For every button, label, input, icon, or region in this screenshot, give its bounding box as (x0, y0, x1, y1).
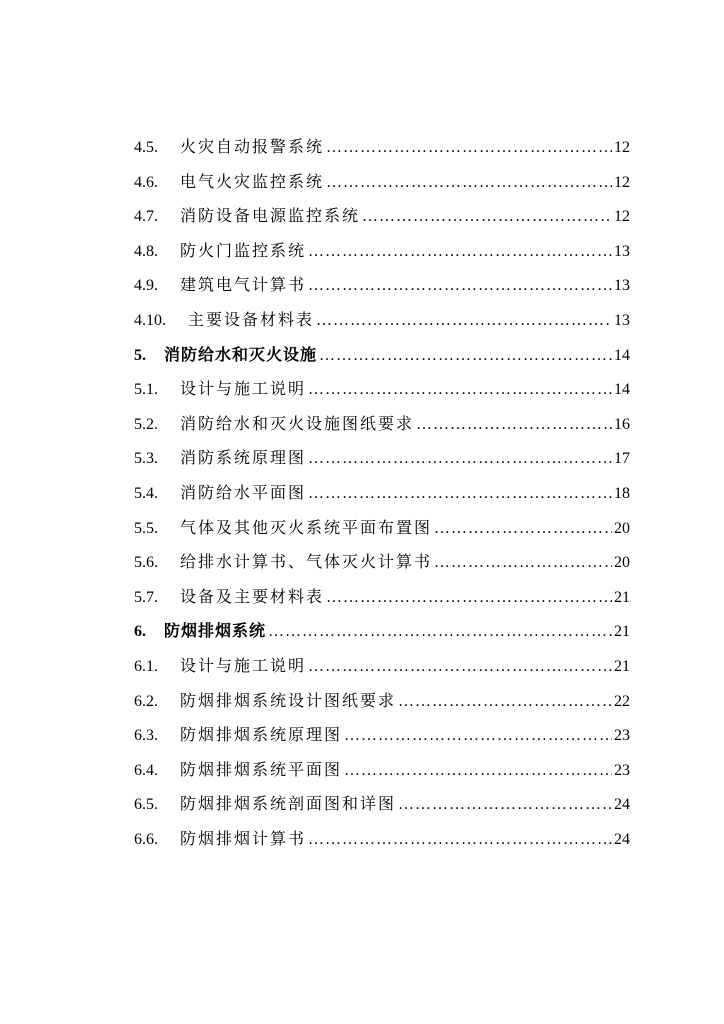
toc-entry-page: 24 (614, 830, 630, 848)
toc-dot-leader (362, 200, 612, 235)
toc-entry-title: 消防系统原理图 (180, 448, 307, 468)
toc-entry-title: 设备及主要材料表 (180, 586, 325, 606)
toc-entry-number: 4.8. (134, 242, 158, 260)
toc-entry-5-3[interactable] (134, 441, 630, 476)
toc-dot-leader (344, 754, 612, 789)
toc-dot-leader (319, 339, 612, 374)
toc-entry-number: 6.3. (134, 727, 158, 745)
toc-entry-number: 6.1. (134, 657, 158, 675)
toc-entry-page: 21 (614, 588, 630, 606)
toc-entry-title: 火灾自动报警系统 (180, 137, 325, 156)
toc-entry-5-6[interactable] (134, 545, 630, 580)
toc-entry-5-1[interactable] (134, 372, 630, 407)
toc-entry-title: 防烟排烟系统平面图 (180, 759, 343, 779)
toc-dot-leader (326, 581, 612, 616)
toc-entry-page: 14 (614, 346, 630, 364)
toc-entry-page: 23 (614, 727, 630, 745)
toc-dot-leader (308, 823, 612, 858)
toc-dot-leader (268, 615, 612, 650)
toc-entry-number: 4.6. (134, 173, 158, 191)
toc-entry-title: 电气火灾监控系统 (180, 171, 325, 191)
toc-entry-title: 主要设备材料表 (188, 309, 315, 329)
toc-entry-page: 17 (614, 450, 630, 468)
toc-entry-page: 12 (614, 208, 630, 226)
toc-dot-leader (326, 131, 612, 166)
toc-entry-number: 5.7. (134, 588, 158, 606)
toc-entry-number: 5.5. (134, 519, 158, 537)
toc-dot-leader (398, 685, 612, 720)
toc-entry-6-2[interactable] (134, 684, 630, 719)
toc-entry-page: 21 (614, 623, 630, 641)
toc-entry-6-4[interactable] (134, 753, 630, 788)
toc-dot-leader (308, 442, 612, 477)
toc-entry-number: 4.7. (134, 208, 158, 226)
toc-entry-page: 13 (614, 311, 630, 329)
toc-entry-6-6[interactable] (134, 822, 630, 857)
toc-entry-page: 22 (614, 692, 630, 710)
toc-entry-5-5[interactable] (134, 511, 630, 546)
toc-entry-number: 5.2. (134, 415, 158, 433)
toc-dot-leader (344, 719, 612, 754)
toc-chapter-5[interactable] (134, 338, 630, 373)
toc-entry-6-3[interactable] (134, 718, 630, 753)
toc-dot-leader (308, 477, 612, 512)
toc-entry-page: 20 (614, 554, 630, 572)
toc-dot-leader (308, 235, 612, 270)
toc-entry-title: 防烟排烟系统原理图 (180, 725, 343, 745)
toc-entry-page: 23 (614, 761, 630, 779)
toc-entry-number: 5.4. (134, 484, 158, 502)
table-of-contents (134, 130, 630, 856)
toc-entry-title: 给排水计算书、气体灭火计算书 (180, 552, 433, 572)
toc-entry-page: 12 (614, 173, 630, 191)
toc-entry-page: 18 (614, 484, 630, 502)
toc-dot-leader (308, 269, 612, 304)
toc-dot-leader (398, 788, 612, 823)
toc-entry-title: 设计与施工说明 (180, 655, 307, 675)
toc-entry-4-7[interactable] (134, 199, 630, 234)
toc-entry-number: 6.5. (134, 796, 158, 814)
toc-entry-4-8[interactable] (134, 234, 630, 269)
toc-entry-title: 防烟排烟系统剖面图和详图 (180, 794, 397, 814)
toc-entry-number: 6.4. (134, 761, 158, 779)
toc-entry-title: 气体及其他灭火系统平面布置图 (180, 517, 433, 537)
toc-entry-page: 21 (614, 657, 630, 675)
toc-entry-number: 5.3. (134, 450, 158, 468)
toc-dot-leader (316, 304, 612, 339)
toc-entry-title: 防烟排烟系统 (164, 621, 267, 641)
toc-entry-4-10[interactable] (134, 303, 630, 338)
toc-entry-title: 建筑电气计算书 (180, 275, 307, 295)
toc-entry-page: 20 (614, 519, 630, 537)
toc-entry-title: 消防给水和灭火设施 (164, 344, 318, 364)
toc-entry-title: 防火门监控系统 (180, 240, 307, 260)
toc-entry-number: 4.5. (134, 139, 158, 156)
toc-entry-page: 12 (614, 139, 630, 156)
toc-entry-6-5[interactable] (134, 787, 630, 822)
toc-entry-title: 消防给水平面图 (180, 482, 307, 502)
toc-entry-number: 5.6. (134, 554, 158, 572)
toc-dot-leader (326, 166, 612, 201)
toc-entry-number: 6. (134, 623, 146, 641)
toc-dot-leader (434, 512, 612, 547)
toc-entry-page: 16 (614, 415, 630, 433)
toc-entry-page: 13 (614, 242, 630, 260)
toc-dot-leader (434, 546, 612, 581)
toc-dot-leader (416, 408, 612, 443)
toc-entry-title: 消防设备电源监控系统 (180, 206, 361, 226)
toc-entry-number: 6.6. (134, 830, 158, 848)
toc-chapter-6[interactable] (134, 614, 630, 649)
toc-entry-title: 防烟排烟系统设计图纸要求 (180, 690, 397, 710)
toc-entry-number: 5.1. (134, 381, 158, 399)
toc-entry-title: 消防给水和灭火设施图纸要求 (180, 413, 415, 433)
toc-entry-page: 24 (614, 796, 630, 814)
toc-entry-4-9[interactable] (134, 268, 630, 303)
toc-entry-page: 14 (614, 381, 630, 399)
toc-entry-5-7[interactable] (134, 580, 630, 615)
toc-dot-leader (308, 650, 612, 685)
toc-entry-page: 13 (614, 277, 630, 295)
toc-entry-5-4[interactable] (134, 476, 630, 511)
toc-entry-title: 设计与施工说明 (180, 379, 307, 399)
toc-entry-5-2[interactable] (134, 407, 630, 442)
toc-entry-number: 4.10. (134, 311, 166, 329)
toc-entry-number: 6.2. (134, 692, 158, 710)
toc-entry-4-6[interactable] (134, 165, 630, 200)
toc-entry-number: 5. (134, 346, 146, 364)
toc-entry-6-1[interactable] (134, 649, 630, 684)
toc-entry-4-5[interactable] (134, 130, 630, 165)
toc-dot-leader (308, 373, 612, 408)
toc-entry-number: 4.9. (134, 277, 158, 295)
toc-entry-title: 防烟排烟计算书 (180, 828, 307, 848)
